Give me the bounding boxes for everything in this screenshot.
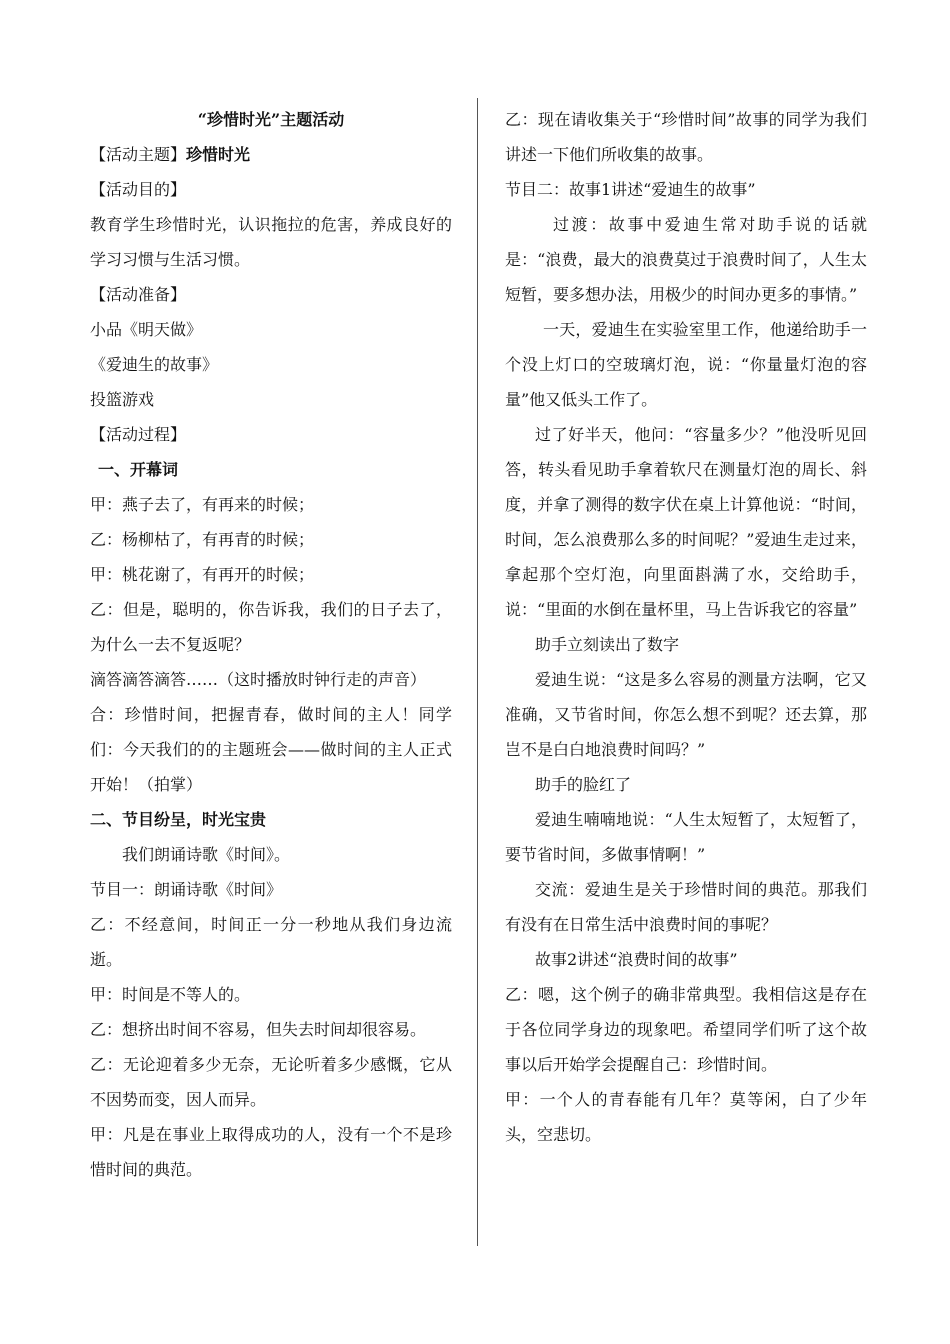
paragraph: 乙：现在请收集关于“珍惜时间”故事的同学为我们讲述一下他们所收集的故事。	[505, 110, 867, 164]
paragraph: 过了好半天，他问：“容量多少？”他没听见回答，转头看见助手拿着软尺在测量灯泡的周长、斜度，并拿了测得的数字伏在桌上计算他说：“时间，时间，怎么浪费那么多的时间呢？”爱迪生走过来，拿起那个空灯泡，向里面斟满了水，交给助手，说：“里面的水倒在量杯里，马上告诉我它的容量”	[505, 425, 867, 619]
paragraph: 助手的脸红了	[535, 775, 632, 794]
paragraph: 故事2讲述“浪费时间的故事”	[535, 950, 738, 969]
left-column	[90, 102, 452, 1187]
paragraph: 节目二：故事1讲述“爱迪生的故事”	[505, 180, 756, 199]
script-line: 甲：桃花谢了，有再开的时候；	[90, 565, 315, 584]
prep-item: 小品《明天做》	[90, 320, 203, 339]
theme-value: 珍惜时光	[186, 145, 251, 164]
section-heading-opening: 一、开幕词	[98, 460, 179, 479]
script-line: 乙：无论迎着多少无奈，无论听着多少感慨，它从不因势而变，因人而异。	[90, 1055, 452, 1109]
script-line: 合：珍惜时间，把握青春，做时间的主人！同学们：今天我们的的主题班会——做时间的主人正式开始！（拍掌）	[90, 705, 452, 794]
script-line: 节目一：朗诵诗歌《时间》	[90, 880, 283, 899]
purpose-label: 【活动目的】	[90, 180, 187, 199]
paragraph: 爱迪生喃喃地说：“人生太短暂了，太短暂了，要节省时间，多做事情啊！”	[505, 810, 867, 864]
script-line: 乙：但是，聪明的，你告诉我，我们的日子去了，为什么一去不复返呢？	[90, 600, 452, 654]
paragraph: 甲：一个人的青春能有几年？莫等闲，白了少年头，空悲切。	[505, 1090, 867, 1144]
script-line: 甲：凡是在事业上取得成功的人，没有一个不是珍惜时间的典范。	[90, 1125, 452, 1179]
prep-label: 【活动准备】	[90, 285, 187, 304]
paragraph: 一天，爱迪生在实验室里工作，他递给助手一个没上灯口的空玻璃灯泡，说：“你量量灯泡的容量”他又低头工作了。	[505, 320, 867, 409]
paragraph: 乙：嗯，这个例子的确非常典型。我相信这是存在于各位同学身边的现象吧。希望同学们听了这个故事以后开始学会提醒自己：珍惜时间。	[505, 985, 867, 1074]
paragraph: 爱迪生说：“这是多么容易的测量方法啊，它又准确，又节省时间，你怎么想不到呢？还去算，那岂不是白白地浪费时间吗？”	[505, 670, 867, 759]
theme-label: 【活动主题】	[90, 145, 187, 164]
column-divider	[477, 98, 478, 1246]
script-line: 乙：杨柳枯了，有再青的时候；	[90, 530, 315, 549]
paragraph: 过渡：故事中爱迪生常对助手说的话就是：“浪费，最大的浪费莫过于浪费时间了，人生太短暂，要多想办法，用极少的时间办更多的事情。”	[505, 215, 867, 304]
section-heading-programs: 二、节目纷呈，时光宝贵	[90, 810, 267, 829]
script-line: 甲：时间是不等人的。	[90, 985, 251, 1004]
right-column	[505, 102, 867, 1152]
theme-line	[90, 137, 452, 172]
script-line: 甲：燕子去了，有再来的时候；	[90, 495, 315, 514]
purpose-text: 教育学生珍惜时光，认识拖拉的危害，养成良好的学习习惯与生活习惯。	[90, 215, 452, 269]
script-line: 滴答滴答滴答……（这时播放时钟行走的声音）	[90, 670, 427, 689]
script-line: 乙：不经意间，时间正一分一秒地从我们身边流逝。	[90, 915, 452, 969]
document-title: “珍惜时光”主题活动	[197, 110, 345, 129]
paragraph: 助手立刻读出了数字	[535, 635, 680, 654]
recite-intro: 我们朗诵诗歌《时间》。	[122, 845, 291, 864]
paragraph: 交流：爱迪生是关于珍惜时间的典范。那我们有没有在日常生活中浪费时间的事呢？	[505, 880, 867, 934]
prep-item: 投篮游戏	[90, 390, 155, 409]
process-label: 【活动过程】	[90, 425, 187, 444]
prep-item: 《爱迪生的故事》	[90, 355, 219, 374]
script-line: 乙：想挤出时间不容易，但失去时间却很容易。	[90, 1020, 427, 1039]
